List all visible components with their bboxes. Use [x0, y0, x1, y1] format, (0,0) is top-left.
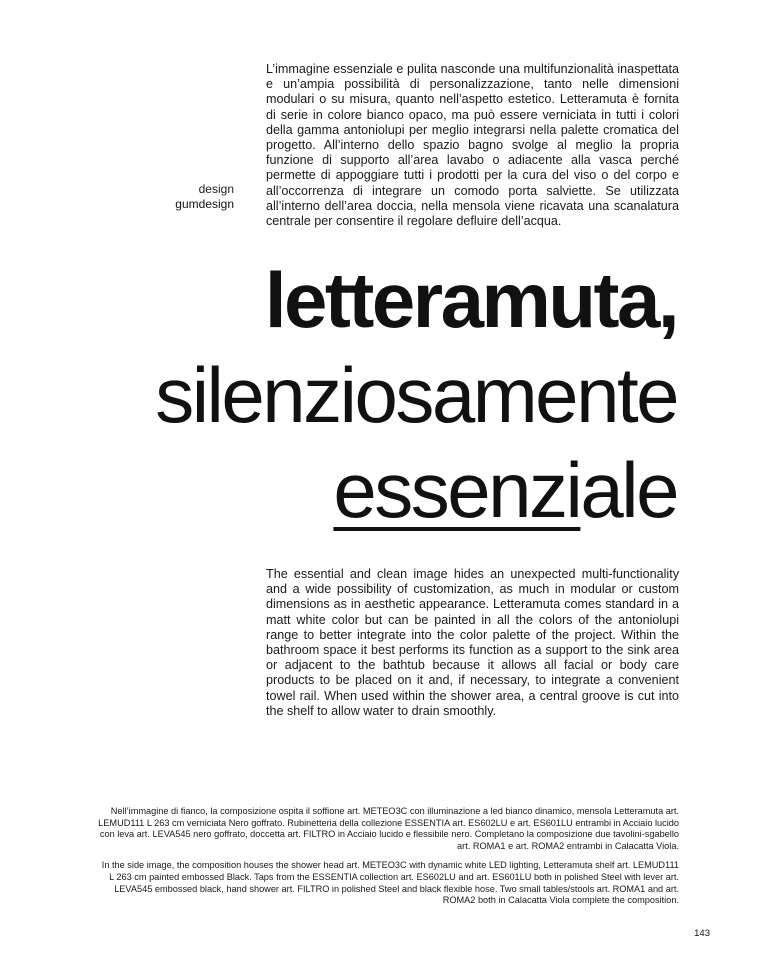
headline-underlined-part-2: le	[621, 446, 677, 534]
caption-english: In the side image, the composition houses the shower head art. METEO3C with dynamic white LED lighting, Letteramuta shelf art. LEMUD111 L 263 cm painted embossed Black. Taps from the ESSENTIA collection art. ES602LU and art. ES601LU both in polished Steel with lever art. LEVA545 embossed black, hand shower art. FILTRO in polished Steel and black flexible hose. Two small tables/stools art. ROMA1 and art. ROMA2 both in Calacatta Viola complete the composition.	[101, 860, 679, 906]
credit-role: design	[198, 182, 234, 196]
headline-line-1: letteramuta,	[264, 256, 677, 344]
caption-italian: Nell’immagine di fianco, la composizione ospita il soffione art. METEO3C con illuminazione a led bianco dinamico, mensola Letteramuta art. LEMUD111 L 263 cm verniciata Nero goffrato. Rubinetteria della collezione ESSENTIA art. ES602LU e art. ES601LU entrambi in Acciaio lucido con leva art. LEVA545 nero goffrato, doccetta art. FILTRO in Acciaio lucido e flessibile nero. Completano la composizione due tavolini-sgabello art. ROMA1 e art. ROMA2 entrambi in Calacatta Viola.	[98, 806, 679, 851]
headline-line-3	[155, 443, 677, 538]
image-captions	[96, 806, 679, 915]
headline	[155, 252, 677, 538]
credit-designer: gumdesign	[175, 197, 234, 211]
headline-plain-part: a	[580, 446, 622, 534]
intro-english	[266, 567, 679, 719]
intro-italian-paragraph: L’immagine essenziale e pulita nasconde una multifunzionalità inaspettata e un’ampia possibilità di personalizzazione, tanto nelle dimensioni modulari o su misura, quanto nell’aspetto estetico. Letteramuta è fornita di serie in colore bianco opaco, ma può essere verniciata in tutti i colori della gamma antoniolupi per meglio integrarsi nella palette cromatica del progetto. All’interno dello spazio bagno svolge al meglio la propria funzione di supporto all’area lavabo o adiacente alla vasca perché permette di appoggiare tutti i prodotti per la cura del viso o del corpo e all’occorrenza di integrare un comodo porta salviette. Se utilizzata all’interno dell’area doccia, nella mensola viene ricavata una scanalatura centrale per consentire il regolare defluire dell’acqua.	[266, 62, 679, 229]
intro-italian	[266, 62, 679, 229]
headline-underlined-part-1: essenzi	[333, 446, 581, 534]
page-number: 143	[694, 928, 710, 939]
design-credits	[84, 182, 234, 212]
intro-english-paragraph: The essential and clean image hides an unexpected multi-functionality and a wide possibility of customization, as much in modular or custom dimensions as in aesthetic appearance. Letteramuta comes standard in a matt white color but can be painted in all the colors of the antoniolupi range to better integrate into the color palette of the project. Within the bathroom space it best performs its function as a support to the sink area or adjacent to the bathtub because it allows all facial or body care products to be placed on it and, if necessary, to integrate a convenient towel rail. When used within the shower area, a central groove is cut into the shelf to allow water to drain smoothly.	[266, 567, 679, 718]
headline-line-2: silenziosamente	[155, 351, 677, 439]
